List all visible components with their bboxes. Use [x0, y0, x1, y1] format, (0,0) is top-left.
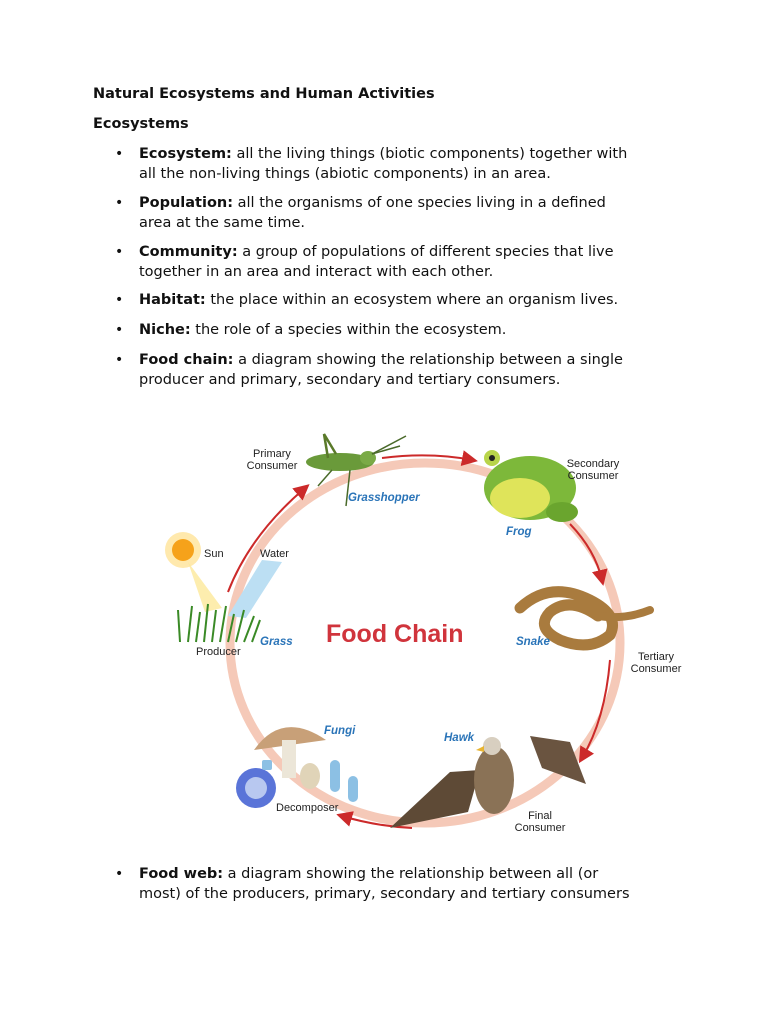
- definition-text: all the organisms of one species living in a defined: [233, 195, 606, 211]
- fungi-label: Fungi: [324, 725, 356, 737]
- final-consumer-label: Final Consumer: [514, 810, 566, 834]
- definition-text: area at the same time.: [139, 214, 305, 231]
- bullet-icon: •: [115, 322, 124, 338]
- bullet-icon: •: [115, 195, 124, 211]
- definition-term: Ecosystem:: [139, 146, 232, 162]
- bullet-icon: •: [115, 292, 124, 308]
- definition-text: a diagram showing the relationship between a single: [233, 352, 623, 368]
- section-title: Ecosystems: [93, 116, 189, 132]
- definition-term: Community:: [139, 244, 238, 260]
- sun-label: Sun: [204, 548, 224, 560]
- definition-community: [115, 243, 699, 282]
- fungi-icon: [236, 727, 358, 808]
- producer-label: Producer: [196, 646, 241, 658]
- definition-habitat: [115, 291, 699, 311]
- food-chain-diagram: [150, 420, 690, 840]
- sunlight-beam: [188, 562, 222, 612]
- definition-term: Niche:: [139, 322, 191, 338]
- definition-text: most) of the producers, primary, secondary and tertiary consumers: [139, 885, 630, 902]
- definition-text: a group of populations of different species that live: [237, 244, 614, 260]
- definition-text: together in an area and interact with each other.: [139, 263, 494, 280]
- water-label: Water: [260, 548, 289, 560]
- secondary-consumer-label: Secondary Consumer: [566, 458, 620, 482]
- definition-food-web: [115, 865, 699, 904]
- grasshopper-label: Grasshopper: [348, 492, 420, 504]
- sun-icon: [165, 532, 201, 568]
- definition-text: a diagram showing the relationship between all (or: [223, 866, 599, 882]
- hawk-label: Hawk: [444, 732, 475, 744]
- definition-text: all the non-living things (abiotic components) in an area.: [139, 165, 551, 182]
- frog-label: Frog: [506, 526, 532, 538]
- tertiary-consumer-label: Tertiary Consumer: [630, 651, 682, 675]
- diagram-title: Food Chain: [326, 620, 464, 648]
- page-title: Natural Ecosystems and Human Activities: [93, 86, 435, 102]
- bullet-icon: •: [115, 866, 124, 882]
- definition-text: the role of a species within the ecosystem.: [190, 322, 507, 338]
- definition-text: producer and primary, secondary and tertiary consumers.: [139, 371, 561, 388]
- bullet-icon: •: [115, 244, 124, 260]
- definition-text: all the living things (biotic components) together with: [231, 146, 628, 162]
- grass-label: Grass: [260, 636, 293, 648]
- definition-text: the place within an ecosystem where an organism lives.: [205, 292, 619, 308]
- bullet-icon: •: [115, 146, 124, 162]
- bullet-icon: •: [115, 352, 124, 368]
- definition-niche: [115, 321, 699, 341]
- definition-ecosystem: [115, 145, 699, 184]
- primary-consumer-label: Primary Consumer: [246, 448, 298, 472]
- decomposer-label: Decomposer: [276, 802, 339, 814]
- snake-label: Snake: [516, 636, 550, 648]
- definition-population: [115, 194, 699, 233]
- definition-term: Habitat:: [139, 292, 206, 308]
- definition-term: Food chain:: [139, 352, 234, 368]
- definition-term: Food web:: [139, 866, 224, 882]
- definition-term: Population:: [139, 195, 234, 211]
- definition-food-chain: [115, 351, 699, 390]
